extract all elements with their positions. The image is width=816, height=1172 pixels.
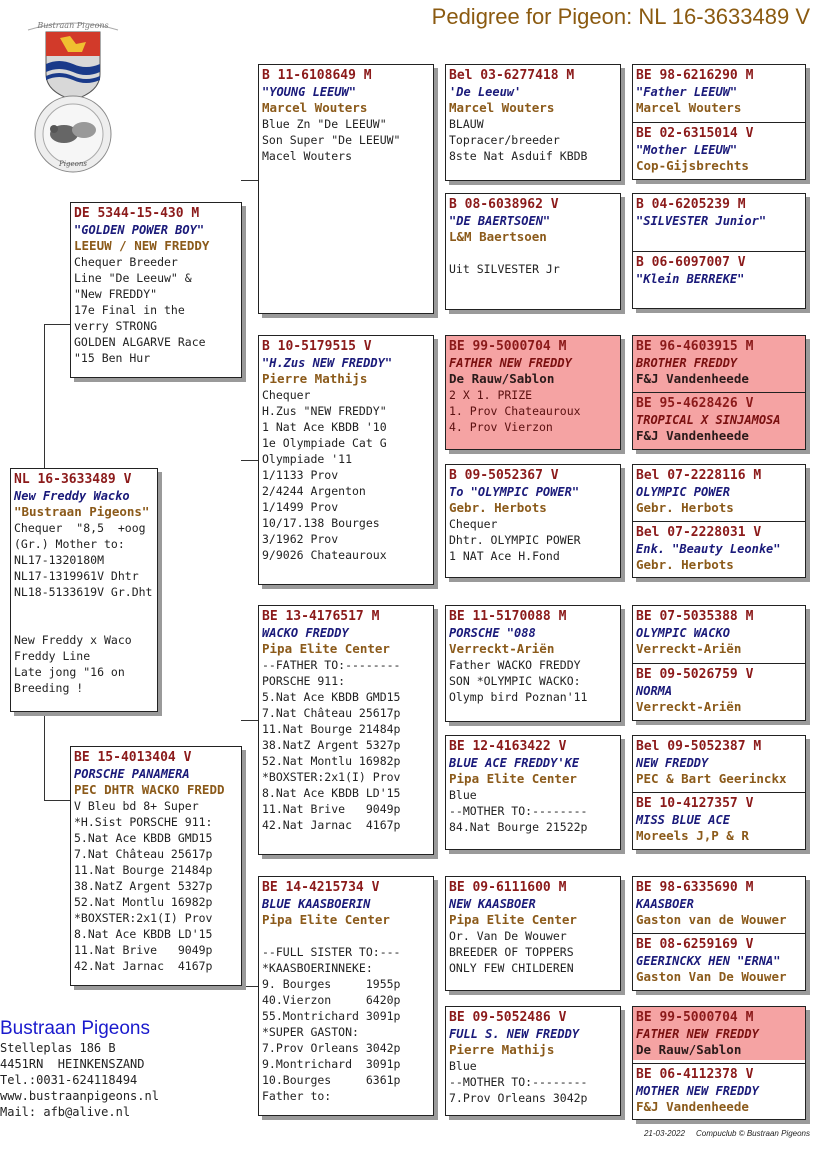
gen5-sire[interactable] <box>636 338 802 387</box>
pigeon-name: MOTHER NEW FREDDY <box>636 1084 759 1098</box>
subject-pigeon-box[interactable] <box>10 468 158 712</box>
pigeon-name: FATHER NEW FREDDY <box>449 356 572 370</box>
pigeon-info: Father WACKO FREDDY SON *OLYMPIC WACKO: Olymp bird Poznan'11 <box>449 658 588 704</box>
breeder-address: Stelleplas 186 B 4451RN HEINKENSZAND Tel.:0031-624118494 www.bustraanpigeons.nl Mail: afb@alive.nl <box>0 1041 159 1119</box>
svg-text:Pigeons: Pigeons <box>59 160 87 168</box>
gen5-pair-4[interactable] <box>632 464 806 578</box>
pigeon-owner: Marcel Wouters <box>449 100 555 115</box>
ring-number: BE 12-4163422 V <box>449 739 567 754</box>
pigeon-owner: De Rauw/Sablon <box>636 1042 742 1057</box>
ring-number: BE 15-4013404 V <box>74 750 192 765</box>
pigeon-name: "H.Zus NEW FREDDY" <box>262 356 393 370</box>
ring-number: BE 98-6216290 M <box>636 68 754 83</box>
grandparent-box-4[interactable] <box>258 876 434 1116</box>
pigeon-owner: Pierre Mathijs <box>449 1042 555 1057</box>
pigeon-owner: Moreels J,P & R <box>636 828 749 843</box>
ring-number: BE 08-6259169 V <box>636 937 754 952</box>
pigeon-info: Uit SILVESTER Jr <box>449 262 560 276</box>
pigeon-name: PORSCHE PANAMERA <box>74 767 190 781</box>
great-grandparent-box-2[interactable] <box>445 193 621 310</box>
grandparent-box-1[interactable] <box>258 64 434 314</box>
pigeon-name: TROPICAL X SINJAMOSA <box>636 413 781 427</box>
ring-number: DE 5344-15-430 M <box>74 206 200 221</box>
pigeon-owner: "Bustraan Pigeons" <box>14 504 150 519</box>
pigeon-info: Blue Zn "De LEEUW" Son Super "De LEEUW" Macel Wouters <box>262 117 401 163</box>
pigeon-info: BLAUW Topracer/breeder 8ste Nat Asduif KBDB <box>449 117 588 163</box>
pigeon-owner: Verreckt-Ariën <box>449 641 555 656</box>
gen5-sire[interactable] <box>636 879 802 928</box>
ring-number: Bel 09-5052387 M <box>636 739 762 754</box>
connector <box>44 800 70 801</box>
connector <box>44 324 45 470</box>
pigeon-owner: F&J Vandenheede <box>636 371 749 386</box>
ring-number: B 04-6205239 M <box>636 197 746 212</box>
pigeon-name: "SILVESTER Junior" <box>636 214 767 228</box>
gen5-dam[interactable] <box>633 663 805 717</box>
connector <box>44 712 45 800</box>
ring-number: BE 07-5035388 M <box>636 609 754 624</box>
ring-number: BE 13-4176517 M <box>262 609 380 624</box>
pigeon-name: BLUE KAASBOERIN <box>262 897 371 911</box>
ring-number: BE 06-4112378 V <box>636 1067 754 1082</box>
great-grandparent-box-8[interactable] <box>445 1006 621 1116</box>
connector <box>241 986 259 987</box>
great-grandparent-box-6[interactable] <box>445 735 621 850</box>
gen5-sire[interactable] <box>636 467 802 516</box>
pigeon-owner: F&J Vandenheede <box>636 428 749 443</box>
page-title: Pedigree for Pigeon: NL 16-3633489 V <box>431 4 810 29</box>
pigeon-name: New Freddy Wacko <box>14 489 130 503</box>
pigeon-owner: Marcel Wouters <box>262 100 368 115</box>
gen5-dam[interactable] <box>633 1063 805 1117</box>
ring-number: B 06-6097007 V <box>636 255 746 270</box>
pigeon-owner: Verreckt-Ariën <box>636 699 742 714</box>
gen5-sire[interactable] <box>636 196 802 229</box>
ring-number: BE 11-5170088 M <box>449 609 567 624</box>
pigeon-name: "Mother LEEUW" <box>636 143 738 157</box>
pigeon-owner: L&M Baertsoen <box>449 229 547 244</box>
pigeon-info: Chequer "8,5 +oog (Gr.) Mother to: NL17-1320180M NL17-1319961V Dhtr NL18-5133619V Gr.Dht New Freddy x Waco Freddy Line Late jong "16 on Breeding ! <box>14 521 153 695</box>
gen5-sire[interactable] <box>636 608 802 657</box>
pigeon-name: MISS BLUE ACE <box>636 813 730 827</box>
pigeon-owner: PEC & Bart Geerinckx <box>636 771 787 786</box>
pigeon-name: BROTHER FREDDY <box>636 356 738 370</box>
great-grandparent-box-4[interactable] <box>445 464 621 578</box>
pigeon-owner: PEC DHTR WACKO FREDD <box>74 782 225 797</box>
gen5-pair-8[interactable] <box>632 1006 806 1120</box>
pigeon-info: 2 X 1. PRIZE 1. Prov Chateauroux 4. Prov Vierzon <box>449 388 581 434</box>
breeder-name: Bustraan Pigeons <box>0 1018 150 1039</box>
ring-number: BE 95-4628426 V <box>636 396 754 411</box>
pigeon-name: FULL S. NEW FREDDY <box>449 1027 580 1041</box>
great-grandparent-box-5[interactable] <box>445 605 621 722</box>
gen5-dam[interactable] <box>633 251 805 289</box>
ring-number: Bel 07-2228116 M <box>636 468 762 483</box>
ring-number: BE 96-4603915 M <box>636 339 754 354</box>
pigeon-owner: Verreckt-Ariën <box>636 641 742 656</box>
ring-number: BE 09-5026759 V <box>636 667 754 682</box>
sire-box[interactable] <box>70 202 242 378</box>
gen5-pair-7[interactable] <box>632 876 806 991</box>
pigeon-name: FATHER NEW FREDDY <box>636 1027 759 1041</box>
pigeon-name: PORSCHE "088 <box>449 626 536 640</box>
pigeon-info: V Bleu bd 8+ Super *H.Sist PORSCHE 911: 5.Nat Ace KBDB GMD15 7.Nat Château 25617p 11.Nat Bourge 21484p 38.NatZ Argent 5327p 52.Nat Montlu 16982p *BOXSTER:2x1(I) Prov 8.Nat Ace KBDB LD'15 11.Nat Brive 9049p 42.Nat Jarnac 4167p <box>74 799 213 973</box>
pigeon-name: "DE BAERTSOEN" <box>449 214 551 228</box>
pigeon-name: "GOLDEN POWER BOY" <box>74 223 205 237</box>
pigeon-info: --FULL SISTER TO:--- *KAASBOERINNEKE: 9. Bourges 1955p 40.Vierzon 6420p 55.Montrichard 3091p *SUPER GASTON: 7.Prov Orleans 3042p 9.Montrichard 3091p 10.Bourges 6361p Father to: <box>262 945 401 1103</box>
pigeon-info: Blue --MOTHER TO:-------- 7.Prov Orleans 3042p <box>449 1059 588 1105</box>
pigeon-name: 'De Leeuw' <box>449 85 522 99</box>
pigeon-owner: Gebr. Herbots <box>449 500 547 515</box>
pigeon-owner: Pipa Elite Center <box>449 912 577 927</box>
pigeon-owner: Pipa Elite Center <box>449 771 577 786</box>
ring-number: B 11-6108649 M <box>262 68 372 83</box>
gen5-dam[interactable] <box>633 933 805 987</box>
gen5-dam[interactable] <box>633 792 805 846</box>
ring-number: BE 02-6315014 V <box>636 126 754 141</box>
pigeon-owner: Pierre Mathijs <box>262 371 368 386</box>
grandparent-box-3[interactable] <box>258 605 434 855</box>
connector <box>241 460 259 461</box>
pigeon-owner: Cop-Gijsbrechts <box>636 158 749 173</box>
ring-number: BE 98-6335690 M <box>636 880 754 895</box>
ring-number: B 10-5179515 V <box>262 339 372 354</box>
ring-number: BE 09-6111600 M <box>449 880 567 895</box>
pigeon-owner: LEEUW / NEW FREDDY <box>74 238 210 253</box>
pigeon-name: OLYMPIC POWER <box>636 485 730 499</box>
ring-number: BE 09-5052486 V <box>449 1010 567 1025</box>
pigeon-name: KAASBOER <box>636 897 694 911</box>
great-grandparent-box-7[interactable] <box>445 876 621 991</box>
gen5-pair-6[interactable] <box>632 735 806 850</box>
ring-number: B 08-6038962 V <box>449 197 559 212</box>
pigeon-owner: F&J Vandenheede <box>636 1099 749 1114</box>
pigeon-info: Chequer Breeder Line "De Leeuw" & "New FREDDY" 17e Final in the verry STRONG GOLDEN ALGARVE Race "15 Ben Hur <box>74 255 206 365</box>
pigeon-owner: Gaston van de Wouwer <box>636 912 787 927</box>
pigeon-owner: Pipa Elite Center <box>262 912 390 927</box>
gen5-dam[interactable] <box>633 392 805 446</box>
gen5-sire[interactable] <box>636 67 802 116</box>
pigeon-info: Chequer Dhtr. OLYMPIC POWER 1 NAT Ace H.Fond <box>449 517 581 563</box>
gen5-pair-2[interactable] <box>632 193 806 309</box>
pigeon-name: "YOUNG LEEUW" <box>262 85 356 99</box>
ring-number: BE 14-4215734 V <box>262 880 380 895</box>
footer-text: Compuclub © Bustraan Pigeons <box>696 1129 810 1138</box>
pigeon-info: --FATHER TO:-------- PORSCHE 911: 5.Nat Ace KBDB GMD15 7.Nat Château 25617p 11.Nat Bourge 21484p 38.NatZ Argent 5327p 52.Nat Montlu 16982p *BOXSTER:2x1(I) Prov 8.Nat Ace KBDB LD'15 11.Nat Brive 9049p 42.Nat Jarnac 4167p <box>262 658 401 832</box>
club-logo <box>14 14 132 176</box>
pigeon-name: "Klein BERREKE" <box>636 272 745 286</box>
gen5-pair-3[interactable] <box>632 335 806 450</box>
gen5-sire[interactable] <box>636 738 802 787</box>
ring-number: BE 99-5000704 M <box>636 1010 754 1025</box>
svg-text:Bustraan Pigeons: Bustraan Pigeons <box>37 21 109 30</box>
pigeon-name: BLUE ACE FREDDY'KE <box>449 756 580 770</box>
pigeon-name: NEW FREDDY <box>636 756 709 770</box>
pigeon-owner: De Rauw/Sablon <box>449 371 555 386</box>
pigeon-info: Blue --MOTHER TO:-------- 84.Nat Bourge 21522p <box>449 788 588 834</box>
pigeon-info: Chequer H.Zus "NEW FREDDY" 1 Nat Ace KBDB '10 1e Olympiade Cat G Olympiade '11 1/1133 Prov 2/4244 Argenton 1/1499 Prov 10/17.138 Bourges 3/1962 Prov 9/9026 Chateauroux <box>262 388 387 562</box>
pigeon-owner: Pipa Elite Center <box>262 641 390 656</box>
connector <box>241 720 259 721</box>
pigeon-name: OLYMPIC WACKO <box>636 626 730 640</box>
footer <box>644 1129 810 1138</box>
ring-number: Bel 07-2228031 V <box>636 525 762 540</box>
ring-number: Bel 03-6277418 M <box>449 68 575 83</box>
gen5-pair-5[interactable] <box>632 605 806 721</box>
ring-number: BE 10-4127357 V <box>636 796 754 811</box>
dam-box[interactable] <box>70 746 242 986</box>
gen5-pair-1[interactable] <box>632 64 806 180</box>
pigeon-name: NEW KAASBOER <box>449 897 536 911</box>
pigeon-name: WACKO FREDDY <box>262 626 349 640</box>
connector <box>241 180 259 181</box>
pigeon-name: NORMA <box>636 684 673 698</box>
connector <box>44 324 70 325</box>
gen5-sire[interactable] <box>633 1007 805 1060</box>
pigeon-name: To "OLYMPIC POWER" <box>449 485 580 499</box>
great-grandparent-box-1[interactable] <box>445 64 621 181</box>
ring-number: NL 16-3633489 V <box>14 472 132 487</box>
pigeon-owner: Gaston Van De Wouwer <box>636 969 787 984</box>
pigeon-name: Enk. "Beauty Leonke" <box>636 542 781 556</box>
ring-number: B 09-5052367 V <box>449 468 559 483</box>
pigeon-owner: Marcel Wouters <box>636 100 742 115</box>
breeder-info <box>0 1018 159 1120</box>
pigeon-owner: Gebr. Herbots <box>636 500 734 515</box>
gen5-dam[interactable] <box>633 122 805 176</box>
great-grandparent-box-3[interactable] <box>445 335 621 450</box>
pigeon-info: Or. Van De Wouwer BREEDER OF TOPPERS ONLY FEW CHILDEREN <box>449 929 574 975</box>
pigeon-name: "Father LEEUW" <box>636 85 738 99</box>
footer-date: 21-03-2022 <box>643 1129 685 1138</box>
ring-number: BE 99-5000704 M <box>449 339 567 354</box>
gen5-dam[interactable] <box>633 521 805 575</box>
pigeon-name: GEERINCKX HEN "ERNA" <box>636 954 781 968</box>
pigeon-owner: Gebr. Herbots <box>636 557 734 572</box>
grandparent-box-2[interactable] <box>258 335 434 585</box>
